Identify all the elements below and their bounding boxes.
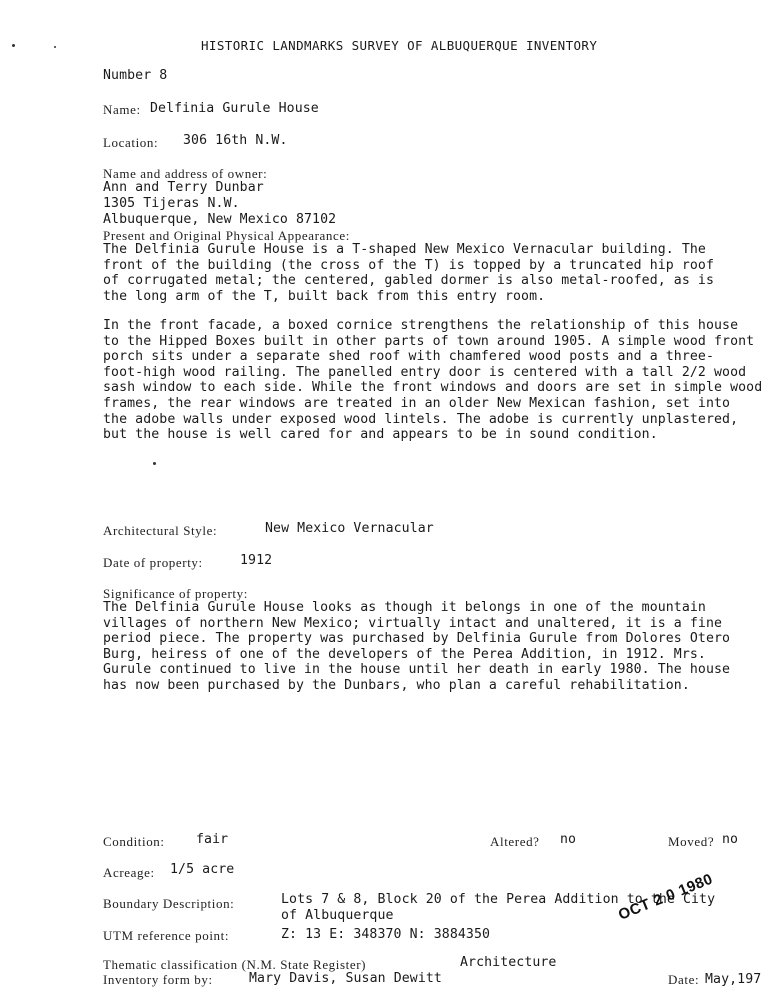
- text-line: of corrugated metal; the centered, gabled dormer is also metal-roofed, as is: [103, 273, 715, 289]
- inventory-form-label: Inventory form by:: [103, 972, 213, 987]
- received-date-stamp: OCT 2 0 1980: [616, 870, 716, 924]
- text-line: In the front facade, a boxed cornice strengthens the relationship of this house: [103, 318, 739, 333]
- date-of-property-label: Date of property:: [103, 555, 203, 570]
- condition-label: Condition:: [103, 834, 165, 849]
- text-line: period piece. The property was purchased by Delfinia Gurule from Dolores Otero: [103, 631, 731, 647]
- significance-paragraph: [103, 600, 730, 694]
- thematic-value: Architecture: [460, 955, 557, 970]
- text-line: has now been purchased by the Dunbars, who plan a careful rehabilitation.: [103, 677, 690, 693]
- utm-value: Z: 13 E: 348370 N: 3884350: [281, 927, 491, 942]
- text-line: The Delfinia Gurule House is a T-shaped New Mexico Vernacular building. The: [103, 242, 706, 257]
- moved-label: Moved?: [668, 834, 715, 849]
- name-value: Delfinia Gurule House: [150, 101, 319, 116]
- text-line: but the house is well cared for and appears to be in sound condition.: [103, 427, 658, 443]
- appearance-label: Present and Original Physical Appearance:: [103, 228, 350, 243]
- text-line: frames, the rear windows are treated in an older New Mexican fashion, set into: [103, 395, 731, 411]
- name-label: Name:: [103, 102, 141, 117]
- condition-value: fair: [196, 832, 229, 847]
- style-label: Architectural Style:: [103, 523, 218, 538]
- style-value: New Mexico Vernacular: [265, 521, 434, 536]
- text-line: villages of northern New Mexico; virtually intact and unaltered, it is a fine: [103, 615, 723, 631]
- owner-line: Albuquerque, New Mexico 87102: [103, 212, 337, 227]
- text-line: the long arm of the T, built back from this entry room.: [103, 288, 546, 304]
- text-line: the adobe walls under exposed wood lintels. The adobe is currently unplastered,: [103, 411, 739, 427]
- location-value: 306 16th N.W.: [183, 133, 288, 148]
- acreage-label: Acreage:: [103, 865, 155, 880]
- location-label: Location:: [103, 135, 159, 150]
- text-line: The Delfinia Gurule House looks as though it belongs in one of the mountain: [103, 600, 706, 615]
- acreage-value: 1/5 acre: [170, 862, 235, 877]
- date-of-property-value: 1912: [240, 553, 273, 568]
- owner-line: Ann and Terry Dunbar: [103, 180, 264, 195]
- boundary-label: Boundary Description:: [103, 896, 235, 911]
- scan-speck: [54, 46, 56, 48]
- scan-speck: [153, 462, 156, 465]
- text-line: to the Hipped Boxes built in other parts of town around 1905. A simple wood front: [103, 333, 755, 349]
- text-line: porch sits under a separate shed roof with chamfered wood posts and a three-: [103, 349, 715, 365]
- boundary-line: Lots 7 & 8, Block 20 of the Perea Addition to the City: [281, 892, 716, 907]
- text-line: Burg, heiress of one of the developers of the Perea Addition, in 1912. Mrs.: [103, 646, 706, 662]
- thematic-label: Thematic classification (N.M. State Register): [103, 957, 367, 972]
- document-title: HISTORIC LANDMARKS SURVEY OF ALBUQUERQUE INVENTORY: [201, 38, 598, 53]
- appearance-paragraph-1: [103, 242, 714, 304]
- altered-label: Altered?: [490, 834, 540, 849]
- moved-value: no: [722, 832, 739, 847]
- text-line: Gurule continued to live in the house until her death in early 1980. The house: [103, 662, 731, 678]
- text-line: front of the building (the cross of the T) is topped by a truncated hip roof: [103, 257, 715, 273]
- text-line: sash window to each side. While the front windows and doors are set in simple wood: [103, 380, 763, 396]
- owner-line: 1305 Tijeras N.W.: [103, 196, 240, 211]
- text-line: foot-high wood railing. The panelled entry door is centered with a tall 2/2 wood: [103, 364, 747, 380]
- owner-label: Name and address of owner:: [103, 166, 268, 181]
- form-date-value: May,197: [705, 972, 762, 987]
- altered-value: no: [560, 832, 577, 847]
- appearance-paragraph-2: [103, 318, 762, 443]
- form-date-label: Date:: [668, 972, 700, 987]
- significance-label: Significance of property:: [103, 586, 248, 601]
- scan-speck: [12, 44, 15, 47]
- inventory-form-value: Mary Davis, Susan Dewitt: [249, 971, 442, 986]
- entry-number: Number 8: [103, 68, 168, 83]
- utm-label: UTM reference point:: [103, 928, 230, 943]
- boundary-line: of Albuquerque: [281, 908, 394, 923]
